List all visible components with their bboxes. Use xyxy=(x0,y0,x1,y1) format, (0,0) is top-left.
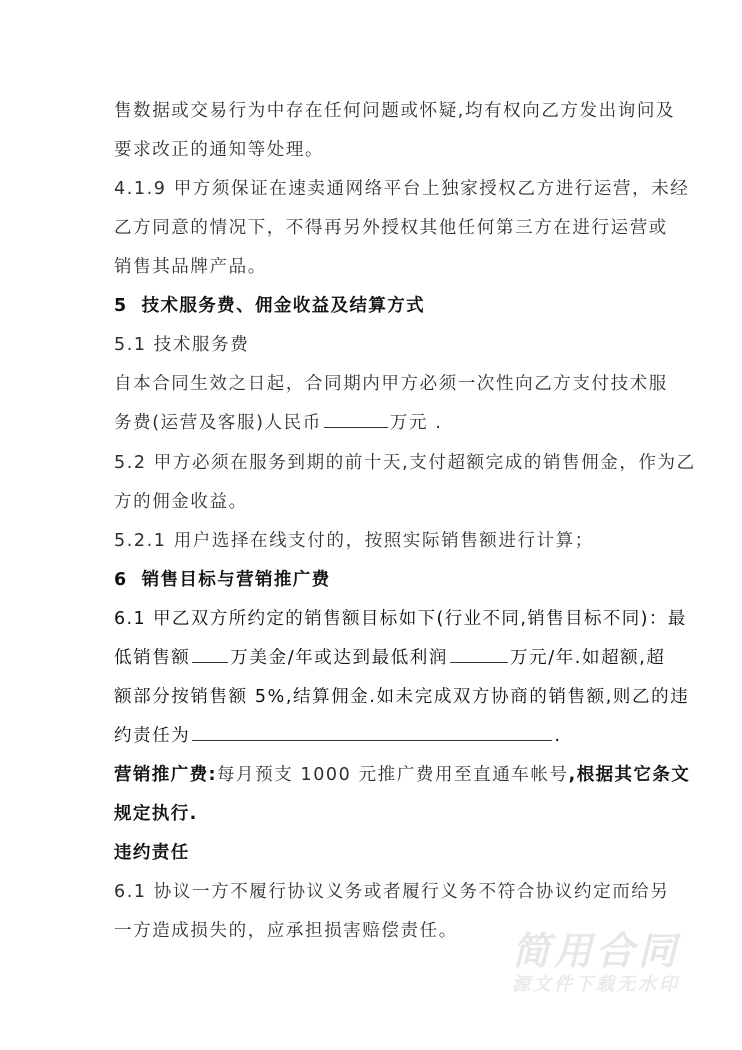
clause-text: 低销售额 xyxy=(114,648,191,668)
clause-5-1-line xyxy=(114,412,604,434)
clause-5-2-line: 方的佣金收益。 xyxy=(114,492,248,512)
promo-fee-label: 营销推广费: xyxy=(114,765,217,785)
min-profit-blank xyxy=(450,661,508,663)
paragraph-line: 售数据或交易行为中存在任何问题或怀疑,均有权向乙方发出询问及 xyxy=(114,101,676,121)
clause-text: 务费(运营及客服)人民币 xyxy=(114,413,322,433)
section-title: 销售目标与营销推广费 xyxy=(141,570,331,590)
watermark-tagline: 源文件下载无水印 xyxy=(512,974,680,995)
clause-text: 约责任为 xyxy=(114,726,191,746)
promo-fee-tail: ,根据其它条文 xyxy=(568,765,691,785)
liability-line: 6.1 协议一方不履行协议义务或者履行义务不符合协议约定而给另 xyxy=(114,882,670,902)
clause-6-1-line xyxy=(114,725,604,747)
clause-6-1-line xyxy=(114,647,666,669)
fee-amount-blank xyxy=(324,426,388,428)
liability-blank xyxy=(192,739,552,741)
promo-fee-text: 每月预支 1000 元推广费用至直通车帐号 xyxy=(216,765,569,785)
clause-4-1-9-line: 乙方同意的情况下，不得再另外授权其他任何第三方在进行运营或 xyxy=(114,218,668,238)
clause-5-2-1-line: 5.2.1 用户选择在线支付的，按照实际销售额进行计算； xyxy=(114,531,594,551)
promo-fee-line xyxy=(114,764,691,786)
section-6-heading xyxy=(114,569,604,591)
section-title: 技术服务费、佣金收益及结算方式 xyxy=(141,296,426,316)
liability-line: 一方造成损失的，应承担损害赔偿责任。 xyxy=(114,921,458,941)
liability-heading: 违约责任 xyxy=(114,843,190,863)
clause-6-1-line: 额部分按销售额 5%,结算佣金.如未完成双方协商的销售额,则乙的违 xyxy=(114,687,690,707)
min-sales-blank xyxy=(192,661,228,663)
clause-5-2-line: 5.2 甲方必须在服务到期的前十天,支付超额完成的销售佣金，作为乙 xyxy=(114,453,696,473)
watermark-brand: 简用合同 xyxy=(512,929,681,973)
clause-4-1-9-line: 4.1.9 甲方须保证在速卖通网络平台上独家授权乙方进行运营，未经 xyxy=(114,179,690,199)
clause-text: 万元 . xyxy=(389,413,443,433)
promo-fee-line: 规定执行. xyxy=(114,804,198,824)
clause-5-1-title: 5.1 技术服务费 xyxy=(114,335,250,355)
section-5-heading xyxy=(114,295,604,317)
section-number: 5 xyxy=(114,296,128,316)
clause-5-1-line: 自本合同生效之日起，合同期内甲方必须一次性向乙方支付技术服 xyxy=(114,374,668,394)
clause-6-1-line: 6.1 甲乙双方所约定的销售额目标如下(行业不同,销售目标不同)：最 xyxy=(114,609,687,629)
section-number: 6 xyxy=(114,570,128,590)
clause-text: . xyxy=(554,726,562,746)
clause-4-1-9-line: 销售其品牌产品。 xyxy=(114,257,267,277)
paragraph-line: 要求改正的通知等处理。 xyxy=(114,140,325,160)
clause-text: 万美金/年或达到最低利润 xyxy=(230,648,449,668)
clause-text: 万元/年.如超额,超 xyxy=(510,648,666,668)
